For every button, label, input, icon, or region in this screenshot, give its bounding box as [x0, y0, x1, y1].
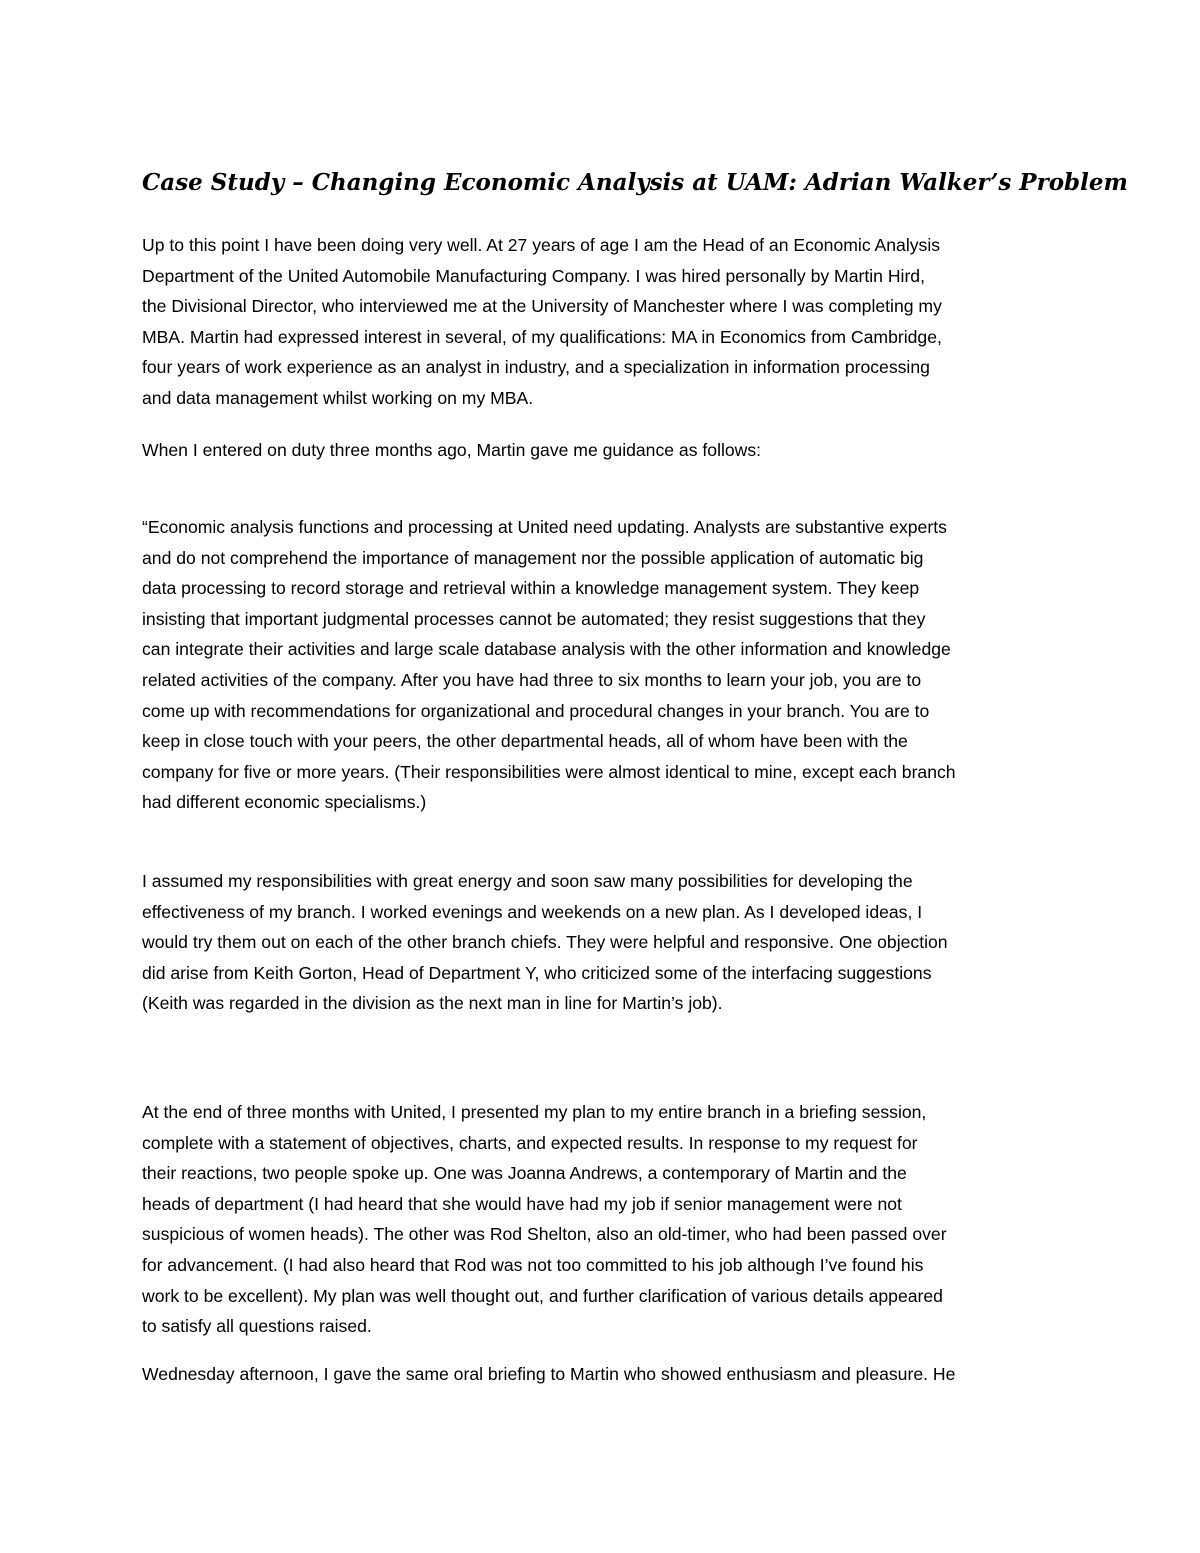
- paragraph-guidance-quote: [142, 512, 1072, 818]
- text-line: suspicious of women heads). The other was Rod Shelton, also an old-timer, who had been passed over: [142, 1224, 947, 1245]
- text-line: heads of department (I had heard that she would have had my job if senior management were not: [142, 1193, 902, 1214]
- text-line: did arise from Keith Gorton, Head of Department Y, who criticized some of the interfacing suggestions: [142, 962, 932, 983]
- text-line: can integrate their activities and large scale database analysis with the other information and knowledge: [142, 639, 951, 660]
- text-line: “Economic analysis functions and processing at United need updating. Analysts are substantive experts: [142, 517, 947, 537]
- text-line: the Divisional Director, who interviewed me at the University of Manchester where I was completing my: [142, 296, 942, 317]
- text-line: come up with recommendations for organizational and procedural changes in your branch. You are to: [142, 700, 930, 721]
- paragraph-intro: [142, 230, 1072, 414]
- text-line: MBA. Martin had expressed interest in several, of my qualifications: MA in Economics from Cambridge,: [142, 326, 942, 347]
- text-line: had different economic specialisms.): [142, 792, 427, 813]
- text-line: data processing to record storage and retrieval within a knowledge management system. They keep: [142, 578, 920, 599]
- text-line: Department of the United Automobile Manufacturing Company. I was hired personally by Martin Hird,: [142, 265, 925, 286]
- text-line: related activities of the company. After you have had three to six months to learn your job, you are to: [142, 669, 922, 690]
- text-line: effectiveness of my branch. I worked evenings and weekends on a new plan. As I developed ideas, I: [142, 901, 923, 922]
- text-line: insisting that important judgmental processes cannot be automated; they resist suggestions that they: [142, 608, 926, 629]
- document-title: Case Study – Changing Economic Analysis at UAM: Adrian Walker’s Problem: [142, 169, 1128, 196]
- text-line: work to be excellent). My plan was well thought out, and further clarification of various details appeared: [142, 1285, 943, 1306]
- text-line: company for five or more years. (Their responsibilities were almost identical to mine, except each branch: [142, 761, 956, 782]
- text-line: I assumed my responsibilities with great energy and soon saw many possibilities for developing the: [142, 871, 913, 891]
- paragraph-wednesday: [142, 1359, 1072, 1390]
- paragraph-briefing: [142, 1097, 1072, 1342]
- text-line: At the end of three months with United, I presented my plan to my entire branch in a briefing session,: [142, 1102, 927, 1122]
- text-line: (Keith was regarded in the division as the next man in line for Martin’s job).: [142, 993, 723, 1014]
- text-line: and do not comprehend the importance of management nor the possible application of automatic big: [142, 547, 924, 568]
- paragraph-responsibilities: [142, 866, 1072, 1019]
- text-line: four years of work experience as an analyst in industry, and a specialization in information processing: [142, 357, 930, 378]
- text-line: would try them out on each of the other branch chiefs. They were helpful and responsive. One objection: [142, 932, 948, 953]
- text-line: their reactions, two people spoke up. One was Joanna Andrews, a contemporary of Martin and the: [142, 1163, 907, 1184]
- text-line: and data management whilst working on my MBA.: [142, 387, 534, 408]
- text-line: keep in close touch with your peers, the other departmental heads, all of whom have been with the: [142, 731, 908, 752]
- text-line: Wednesday afternoon, I gave the same oral briefing to Martin who showed enthusiasm and pleasure. He: [142, 1364, 956, 1384]
- text-line: complete with a statement of objectives, charts, and expected results. In response to my request for: [142, 1132, 918, 1153]
- paragraph-guidance-intro: [142, 435, 1072, 466]
- text-line: for advancement. (I had also heard that Rod was not too committed to his job although I’ve found his: [142, 1254, 924, 1275]
- text-line: Up to this point I have been doing very well. At 27 years of age I am the Head of an Economic Analysis: [142, 235, 941, 255]
- text-line: When I entered on duty three months ago, Martin gave me guidance as follows:: [142, 440, 762, 460]
- text-line: to satisfy all questions raised.: [142, 1316, 372, 1337]
